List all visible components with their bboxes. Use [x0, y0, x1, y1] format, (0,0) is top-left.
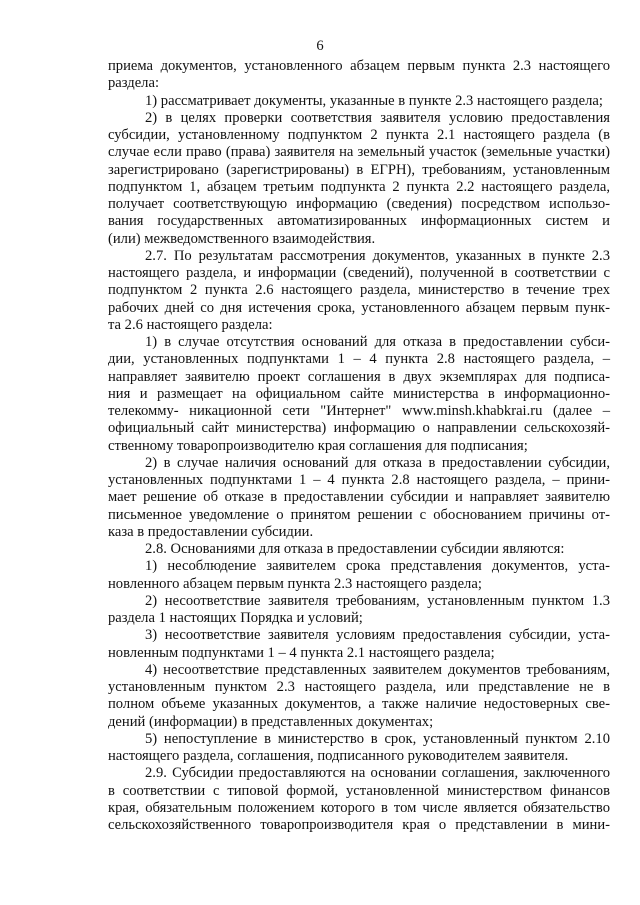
text-line: официальный сайт министерства) информацию о направлении сельскохозяй- [108, 420, 610, 437]
text-line: случае если право (права) заявителя на земельный участок (земельные участки) [108, 144, 610, 161]
text-line: 2.9. Субсидии предоставляются на основании соглашения, заключенного [145, 765, 610, 782]
text-line: вания государственных автоматизированных информационных систем и [108, 213, 610, 230]
text-line: подпунктом 2 пункта 2.6 настоящего раздела, министерство в течение трех [108, 282, 610, 299]
text-line: рабочих дней со дня истечения срока, установленного абзацем первым пунк- [108, 299, 610, 316]
text-line: настоящего раздела, и информации (сведений), полученной в соответствии с [108, 265, 610, 281]
text-line: письменное уведомление о принятом решении с обоснованием причины от- [108, 506, 610, 523]
document-body [108, 58, 610, 834]
text-line: новленного абзацем первым пункта 2.3 настоящего раздела; [108, 575, 482, 592]
text-line: 2.8. Основаниями для отказа в предоставлении субсидии являются: [145, 541, 565, 557]
text-line: 1) в случае отсутствия оснований для отказа в предоставлении субси- [145, 334, 610, 350]
text-line: ственному товаропроизводителю края соглашения для подписания; [108, 437, 528, 454]
text-line: дии, установленных подпунктами 1 – 4 пункта 2.8 настоящего раздела, – [108, 351, 610, 368]
text-line: субсидии, установленному подпунктом 2 пункта 2.1 настоящего раздела (в [108, 127, 610, 143]
text-line: направляет заявителю проект соглашения в двух экземплярах для подписа- [108, 368, 610, 385]
text-line: 2) в целях проверки соответствия заявителя условию предоставления [145, 109, 610, 126]
text-line: раздела: [108, 75, 159, 92]
text-line: раздела 1 настоящих Порядка и условий; [108, 610, 363, 626]
text-line: ния и размещает на официальном сайте министерства в информационно- [108, 385, 610, 402]
text-line: приема документов, установленного абзацем первым пункта 2.3 настоящего [108, 58, 610, 74]
text-line: в соответствии с типовой формой, установленной министерством финансов [108, 782, 610, 799]
text-line: 5) непоступление в министерство в срок, установленный пунктом 2.10 [145, 730, 610, 747]
text-line: 4) несоответствие представленных заявителем документов требованиям, [145, 661, 610, 678]
text-line: каза в предоставлении субсидии. [108, 523, 314, 540]
text-line: телекомму- никационной сети "Интернет" www.minsh.khabkrai.ru (далее – [108, 403, 610, 419]
text-line: 1) несоблюдение заявителем срока представления документов, уста- [145, 558, 610, 575]
text-line: 2) в случае наличия оснований для отказа в предоставлении субсидии, [145, 454, 610, 471]
text-line: сельскохозяйственного товаропроизводителя края о представлении в мини- [108, 817, 610, 833]
text-line: 2) несоответствие заявителя требованиям, установленным пунктом 1.3 [145, 592, 610, 609]
text-line: настоящего раздела, соглашения, подписанного руководителем заявителя. [108, 748, 569, 764]
text-line: дений (информации) в представленных документах; [108, 713, 434, 730]
text-line: та 2.6 настоящего раздела: [108, 316, 273, 333]
text-line: мает решение об отказе в предоставлении субсидии и направляет заявителю [108, 489, 610, 506]
text-line: 3) несоответствие заявителя условиям предоставления субсидии, уста- [145, 627, 610, 644]
text-line: подпунктом 1, абзацем третьим подпункта 2 пункта 2.2 настоящего раздела, [108, 178, 610, 195]
text-line: 2.7. По результатам рассмотрения документов, указанных в пункте 2.3 [145, 247, 610, 264]
text-line: края, обязательным положением которого в том числе является обязательство [108, 799, 610, 816]
text-line: получает соответствующую информацию (сведения) посредством использо- [108, 196, 610, 212]
text-line: новленным подпунктами 1 – 4 пункта 2.1 настоящего раздела; [108, 644, 495, 661]
text-line: установленным пунктом 2.3 настоящего раздела, или представление не в [108, 679, 610, 695]
text-line: 1) рассматривает документы, указанные в пункте 2.3 настоящего раздела; [145, 92, 603, 109]
page-number: 6 [316, 38, 324, 54]
text-line: установленных подпунктами 1 – 4 пункта 2.8 настоящего раздела, – прини- [108, 472, 610, 488]
text-line: зарегистрировано (зарегистрированы) в ЕГРН), требованиям, установленным [108, 161, 610, 178]
text-line: (или) межведомственного взаимодействия. [108, 230, 376, 247]
text-line: полном объеме указанных документов, а также наличие недостоверных све- [108, 696, 610, 713]
